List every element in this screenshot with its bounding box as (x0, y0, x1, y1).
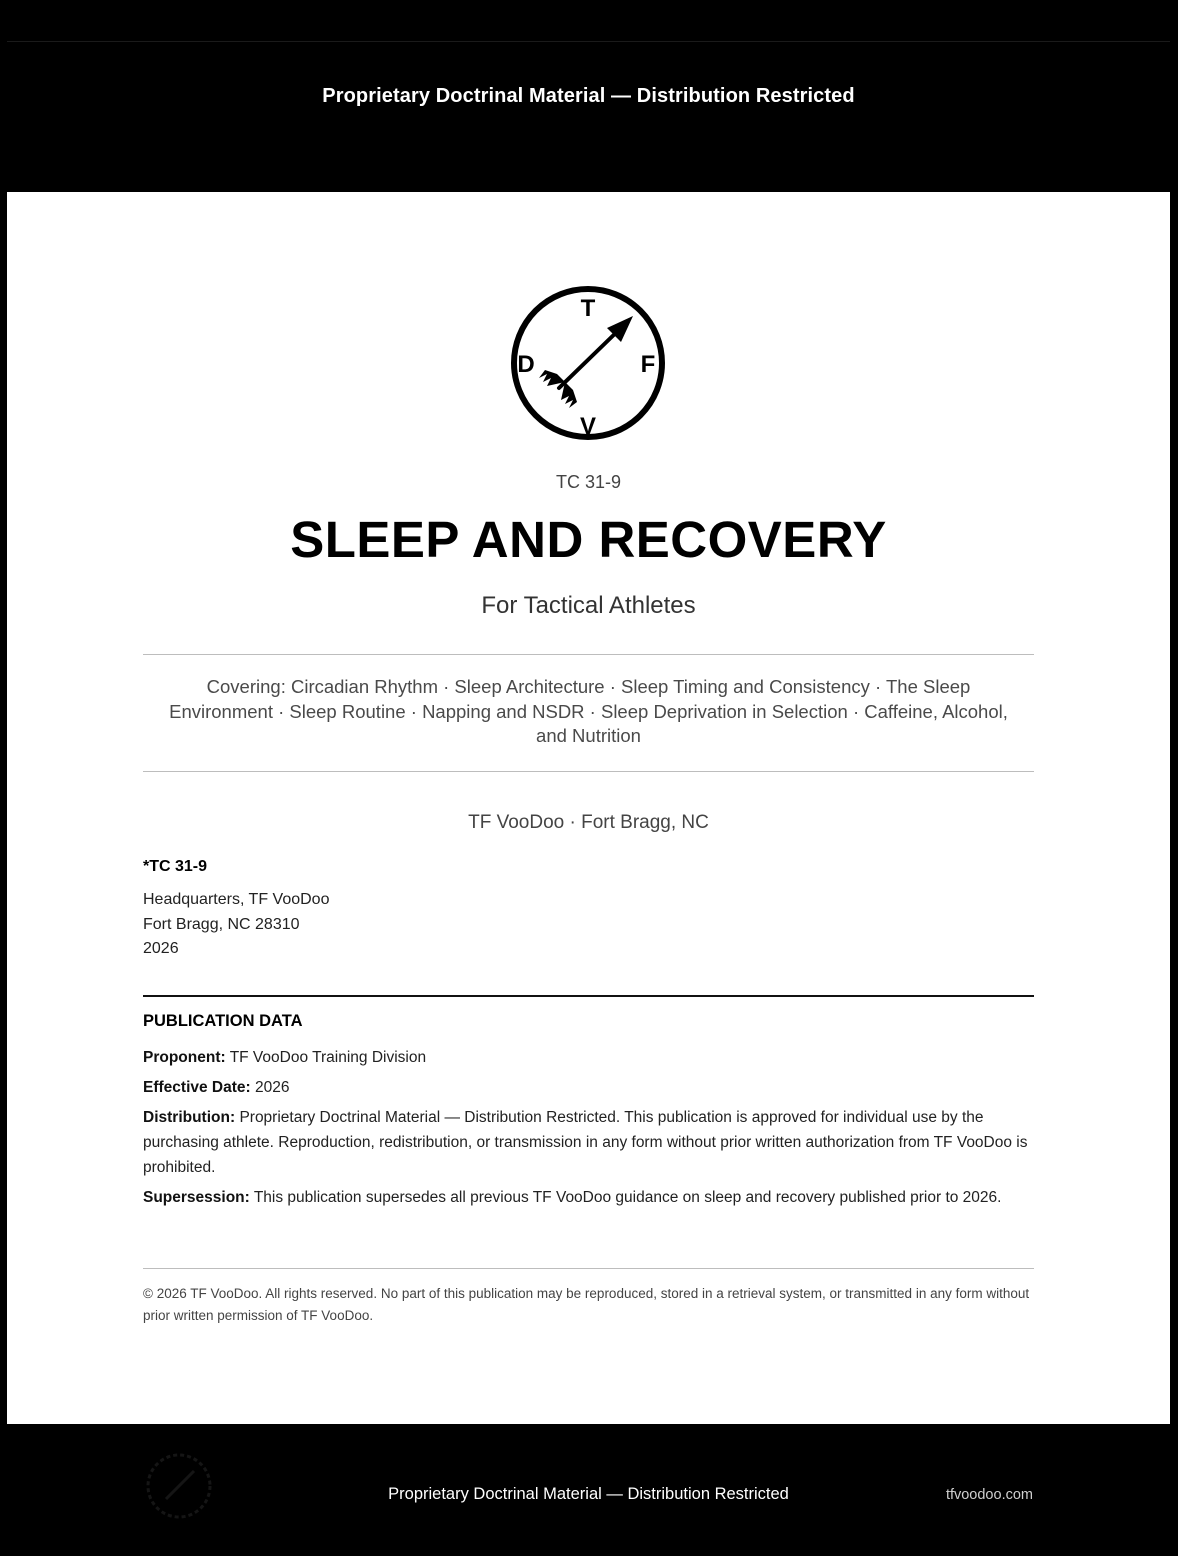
svg-text:F: F (640, 351, 656, 378)
supersession-row (143, 1185, 1034, 1210)
website-link[interactable]: tfvoodoo.com (945, 1487, 1033, 1503)
proponent-label: Proponent: (143, 1049, 226, 1066)
divider (143, 771, 1034, 772)
page-subtitle: For Tactical Athletes (481, 592, 696, 619)
hq-name: Headquarters, TF VooDoo (143, 891, 330, 908)
hq-address: Fort Bragg, NC 28310 (143, 915, 300, 933)
bottom-banner-text: Proprietary Doctrinal Material — Distribution Restricted (388, 1485, 789, 1503)
top-banner (7, 42, 1170, 192)
divider (143, 654, 1034, 655)
effective-date-value: 2026 (255, 1079, 290, 1096)
distribution-value: Proprietary Doctrinal Material — Distribution Restricted. This publication is approved for individual use by the purchasing athlete. Reproduction, redistribution, or transmission in any form without prior written authorization from TF VooDoo is prohibited. (143, 1109, 1028, 1176)
top-banner-text: Proprietary Doctrinal Material — Distribution Restricted (322, 85, 855, 107)
supersession-value: This publication supersedes all previous TF VooDoo guidance on sleep and recovery published prior to 2026. (253, 1189, 1002, 1206)
hq-publication-code: *TC 31-9 (143, 858, 208, 875)
compass-arrow-logo-icon (507, 282, 669, 444)
covering-topics: Covering: Circadian Rhythm · Sleep Architecture · Sleep Timing and Consistency · The Sleep Environment · Sleep Routine · Napping and NSDR · Sleep Deprivation in Selection · Caffeine, Alcohol, and Nutrition (169, 676, 1008, 746)
effective-date-label: Effective Date: (143, 1079, 251, 1096)
headquarters-block (143, 858, 643, 962)
svg-text:V: V (579, 413, 597, 440)
hq-year: 2026 (143, 940, 179, 957)
organization-line: TF VooDoo · Fort Bragg, NC (468, 812, 709, 833)
svg-text:T: T (580, 295, 596, 322)
copyright-notice: © 2026 TF VooDoo. All rights reserved. No part of this publication may be reproduced, stored in a retrieval system, or transmitted in any form without prior written permission of TF VooDoo. (143, 1286, 1030, 1323)
distribution-label: Distribution: (143, 1109, 236, 1126)
publication-heading: PUBLICATION DATA (143, 1012, 303, 1030)
tc-number: TC 31-9 (555, 472, 622, 492)
supersession-label: Supersession: (143, 1189, 250, 1206)
distribution-row (143, 1105, 1034, 1180)
divider (143, 1268, 1034, 1269)
proponent-row (143, 1045, 1034, 1070)
document-page (7, 41, 1170, 1556)
publication-data (143, 1012, 1034, 1215)
bottom-banner (7, 1424, 1170, 1556)
cover-sheet (7, 192, 1170, 1424)
page-title: SLEEP AND RECOVERY (290, 511, 887, 568)
effective-date-row (143, 1075, 1034, 1100)
svg-text:D: D (517, 351, 535, 378)
proponent-value: TF VooDoo Training Division (229, 1049, 427, 1066)
section-divider (143, 995, 1034, 997)
